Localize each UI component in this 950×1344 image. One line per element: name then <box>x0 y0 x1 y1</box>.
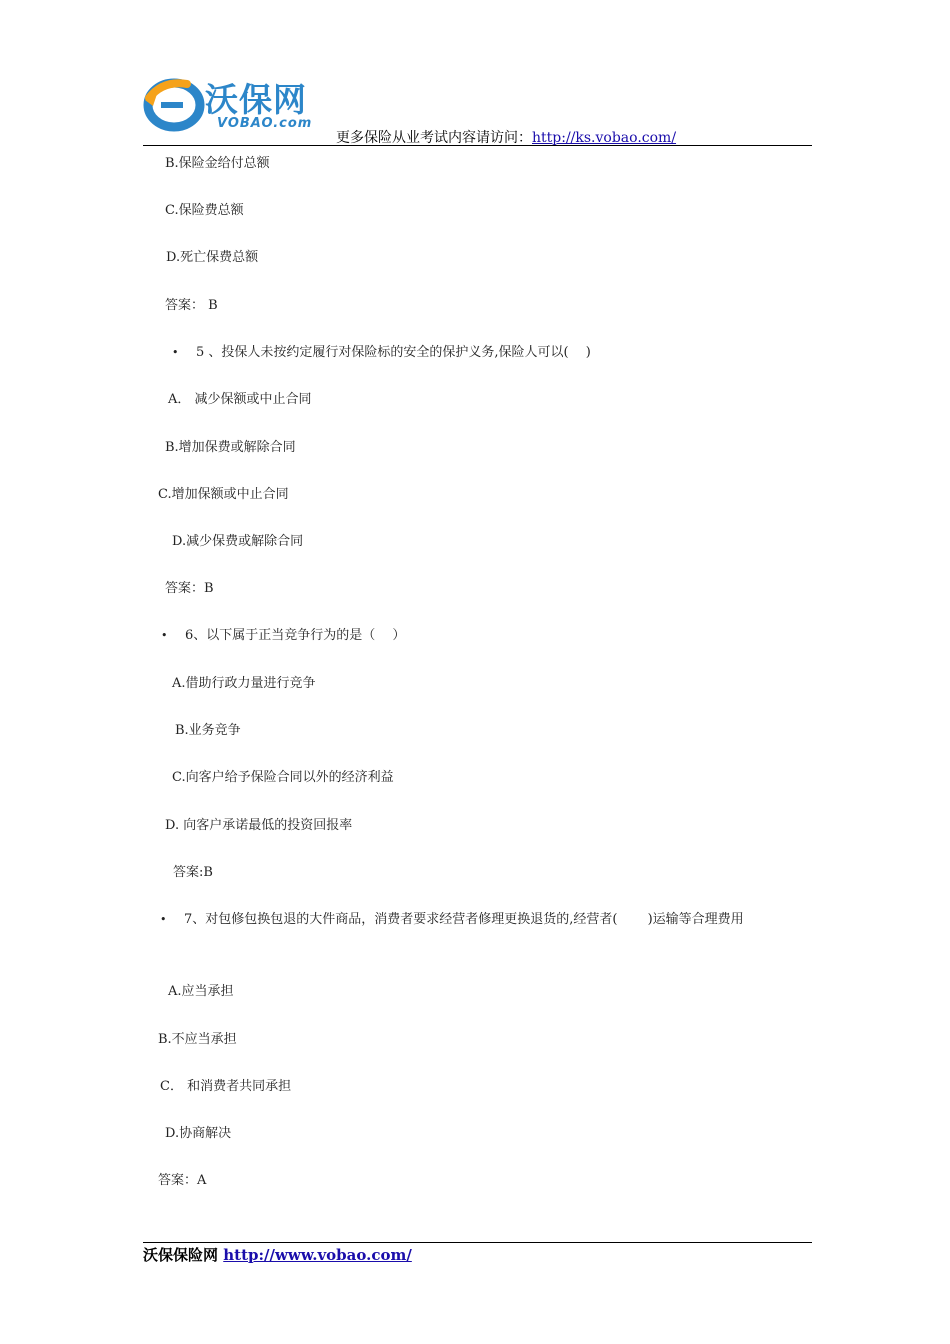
option-b-q5: B.增加保费或解除合同 <box>165 440 296 455</box>
option-a-q7: A.应当承担 <box>168 984 234 999</box>
footer-site-name: 沃保保险网 <box>143 1246 219 1264</box>
option-c-q5: C.增加保额或中止合同 <box>158 487 289 502</box>
logo-mark-icon <box>143 74 205 136</box>
option-c-q6: C.向客户给予保险合同以外的经济利益 <box>172 770 394 785</box>
answer-q4: 答案： B <box>165 298 218 313</box>
footer-link[interactable]: http://www.vobao.com/ <box>223 1246 412 1264</box>
header-note <box>336 127 676 147</box>
question-7 <box>143 908 805 932</box>
logo-subtitle: VOBAO.com <box>217 116 313 131</box>
option-c-q4: C.保险费总额 <box>165 203 244 218</box>
option-d-q7: D.协商解决 <box>165 1126 232 1141</box>
option-a-q6: A.借助行政力量进行竞争 <box>172 676 316 691</box>
answer-q7: 答案：A <box>158 1173 207 1188</box>
option-b-q6: B.业务竞争 <box>175 723 241 738</box>
option-a-q5: A． 减少保额或中止合同 <box>168 392 312 407</box>
option-d-q5: D.减少保费或解除合同 <box>172 534 304 549</box>
option-b-q4: B.保险金给付总额 <box>165 156 270 171</box>
header-note-text: 更多保险从业考试内容请访问： <box>336 130 532 146</box>
header-link[interactable]: http://ks.vobao.com/ <box>532 130 677 146</box>
vobao-logo <box>143 74 343 136</box>
question-6-text: 6、以下属于正当竞争行为的是（ ） <box>185 628 406 643</box>
question-5-text: 5 、投保人未按约定履行对保险标的安全的保护义务,保险人可以( ) <box>196 345 591 360</box>
footer <box>143 1244 412 1265</box>
bullet-icon: • <box>172 346 179 359</box>
option-b-q7: B.不应当承担 <box>158 1032 237 1047</box>
header-divider <box>143 145 812 146</box>
bullet-icon: • <box>160 913 167 926</box>
option-d-q4: D.死亡保费总额 <box>166 250 259 265</box>
question-5 <box>172 345 591 361</box>
option-c-q7: C． 和消费者共同承担 <box>160 1079 292 1094</box>
answer-q5: 答案：B <box>165 581 214 596</box>
answer-q6: 答案:B <box>173 865 213 880</box>
footer-divider <box>143 1242 812 1243</box>
bullet-icon: • <box>161 629 168 642</box>
question-6 <box>161 628 405 644</box>
question-7-text: 7、对包修包换包退的大件商品，消费者要求经营者修理更换退货的,经营者( )运输等合理费用 <box>184 912 744 927</box>
option-d-q6: D. 向客户承诺最低的投资回报率 <box>165 818 353 833</box>
logo-text: 沃保网 <box>205 80 307 119</box>
